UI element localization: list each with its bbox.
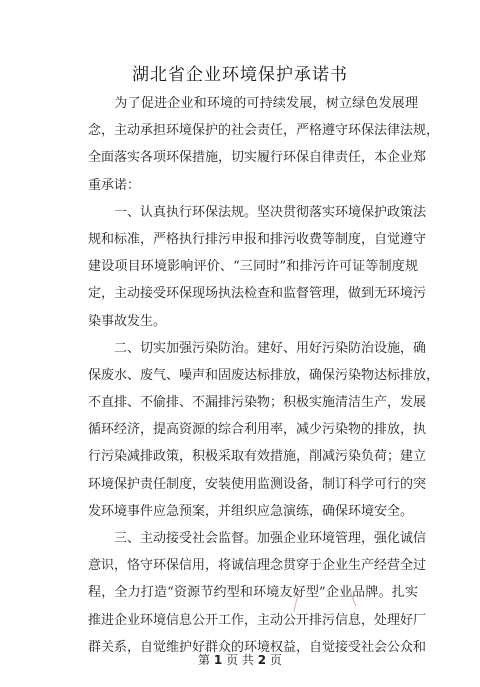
text-line: 建设项目环境影响评价、“三同时”和排污许可证等制度规 — [88, 259, 418, 275]
text-line: 程，全力打造“资源节约型和环境友好型”企业品牌。扎实 — [88, 585, 418, 601]
text-line: 群关系，自觉维护好群众的环境权益，自觉接受社会公众和 — [88, 639, 427, 655]
text-line: 循环经济，提高资源的综合利用率，减少污染物的排放，执 — [88, 422, 427, 438]
text-line: 发环境事件应急预案，并组织应急演练，确保环境安全。 — [88, 503, 414, 519]
page-number — [0, 651, 480, 668]
page-total: 2 — [257, 653, 267, 667]
text-line: 推进企业环境信息公开工作，主动公开排污信息，处理好厂 — [88, 612, 427, 628]
text-line: 一、认真执行环保法规。坚决贯彻落实环境保护政策法 — [88, 204, 427, 220]
page-suffix: 页 — [269, 653, 282, 667]
page-current: 1 — [213, 653, 223, 667]
text-line: 环境保护责任制度，安装使用监测设备，制订科学可行的突 — [88, 476, 427, 492]
text-line: 重承诺： — [88, 177, 141, 193]
text-line: 二、切实加强污染防治。建好、用好污染防治设施，确 — [88, 340, 427, 356]
text-line: 不直排、不偷排、不漏排污染物；积极实施清洁生产，发展 — [88, 395, 427, 411]
text-line: 规和标准，严格执行排污申报和排污收费等制度，自觉遵守 — [88, 231, 427, 247]
text-line: 三、主动接受社会监督。加强企业环境管理，强化诚信 — [88, 531, 427, 546]
text-line: 定，主动接受环保现场执法检查和监督管理，做到无环境污 — [88, 286, 427, 302]
text-line: 意识，恪守环保信用，将诚信理念贯穿于企业生产经营全过 — [88, 558, 427, 574]
text-line: 念，主动承担环境保护的社会责任，严格遵守环保法律法规， — [88, 123, 440, 139]
page-of-label: 页 共 — [226, 653, 254, 667]
text-line: 全面落实各项环保措施，切实履行环保自律责任，本企业郑 — [88, 150, 427, 166]
text-line: 为了促进企业和环境的可持续发展，树立绿色发展理 — [88, 96, 418, 111]
page-label: 第 — [198, 653, 211, 667]
document-title: 湖北省企业环境保护承诺书 — [132, 65, 348, 85]
text-line: 行污染减排政策，积极采取有效措施，削减污染负荷；建立 — [88, 449, 427, 465]
text-line: 染事故发生。 — [88, 313, 167, 329]
text-line: 保废水、废气、噪声和固废达标排放，确保污染物达标排放， — [88, 367, 440, 383]
